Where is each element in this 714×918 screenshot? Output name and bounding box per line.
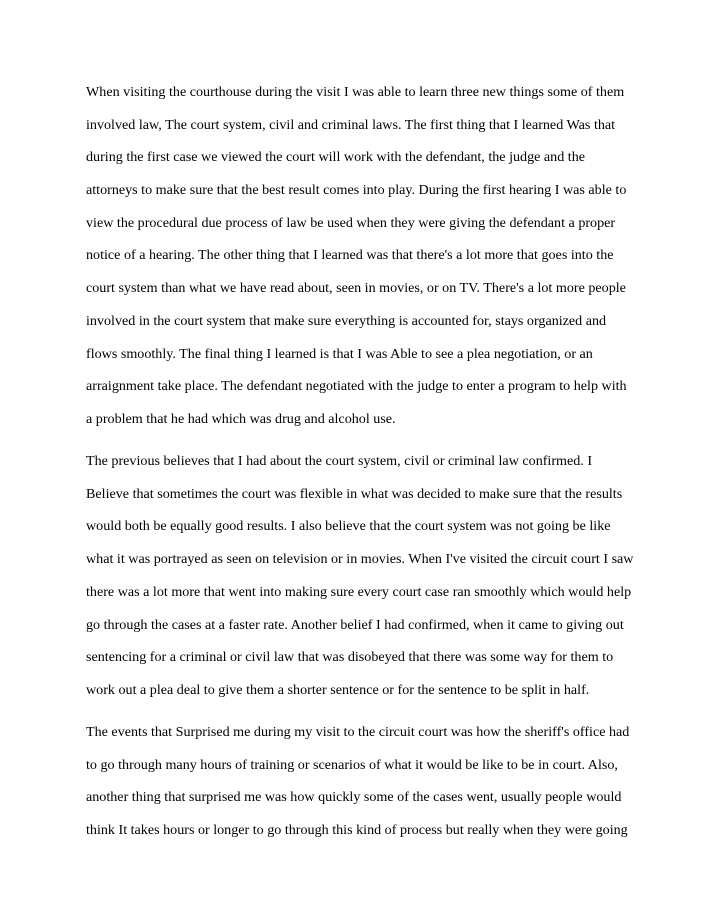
text-line: think It takes hours or longer to go through this kind of process but really when they were going <box>86 822 628 839</box>
text-line: to go through many hours of training or scenarios of what it would be like to be in court. Also, <box>86 756 618 773</box>
text-line: arraignment take place. The defendant negotiated with the judge to enter a program to help with <box>86 378 627 395</box>
text-line: work out a plea deal to give them a shorter sentence or for the sentence to be split in half. <box>86 681 590 698</box>
text-line: flows smoothly. The final thing I learned is that I was Able to see a plea negotiation, or an <box>86 345 593 362</box>
text-line: go through the cases at a faster rate. Another belief I had confirmed, when it came to giving out <box>86 616 624 633</box>
text-line: involved in the court system that make sure everything is accounted for, stays organized and <box>86 312 607 329</box>
paragraph-learned-things <box>86 81 646 441</box>
text-line: during the first case we viewed the court will work with the defendant, the judge and the <box>86 149 585 166</box>
text-line: When visiting the courthouse during the visit I was able to learn three new things some of them <box>86 84 625 100</box>
text-line: there was a lot more that went into making sure every court case ran smoothly which would help <box>86 583 632 600</box>
document-body <box>86 81 646 861</box>
text-line: Believe that sometimes the court was flexible in what was decided to make sure that the results <box>86 485 623 502</box>
text-line: The previous believes that I had about the court system, civil or criminal law confirmed. I <box>86 453 593 470</box>
text-line: notice of a hearing. The other thing that I learned was that there's a lot more that goes into the <box>86 247 614 264</box>
text-line: involved law, The court system, civil and criminal laws. The first thing that I learned Was that <box>86 116 616 133</box>
text-line: sentencing for a criminal or civil law that was disobeyed that there was some way for them to <box>86 649 614 666</box>
text-line: The events that Surprised me during my visit to the circuit court was how the sheriff's office had <box>86 724 630 741</box>
text-line: view the procedural due process of law be used when they were giving the defendant a proper <box>86 214 616 231</box>
paragraph-surprising-events <box>86 721 646 852</box>
text-line: attorneys to make sure that the best result comes into play. During the first hearing I was able to <box>86 182 627 199</box>
text-line: a problem that he had which was drug and alcohol use. <box>86 410 396 427</box>
text-line: what it was portrayed as seen on television or in movies. When I've visited the circuit court I saw <box>86 551 634 568</box>
text-line: would both be equally good results. I also believe that the court system was not going be like <box>86 518 611 535</box>
paragraph-beliefs-confirmed <box>86 450 646 712</box>
text-line: court system than what we have read about, seen in movies, or on TV. There's a lot more people <box>86 280 626 297</box>
text-line: another thing that surprised me was how quickly some of the cases went, usually people would <box>86 789 622 806</box>
